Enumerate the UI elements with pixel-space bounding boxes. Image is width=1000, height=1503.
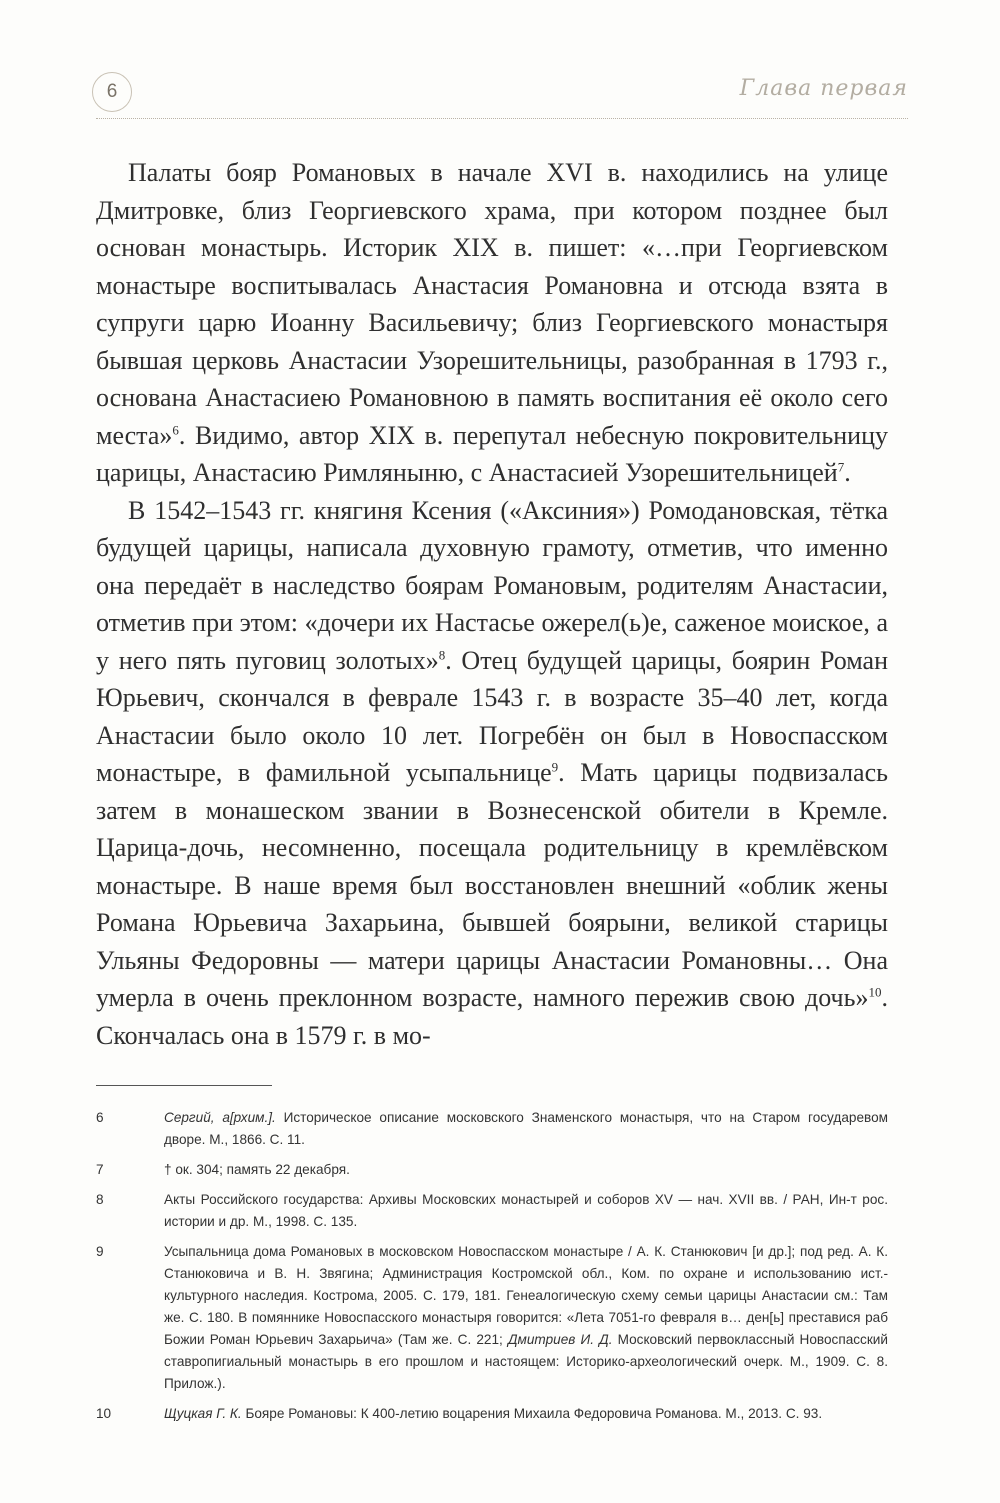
footnote-8 bbox=[96, 1189, 888, 1233]
footnote-ref-6[interactable]: 6 bbox=[172, 421, 179, 437]
footnote-text: Акты Российского государства: Архивы Московских монастырей и соборов XV — нач. XVII вв. / РАН, Ин-т рос. истории и др. М., 1998. С. 135. bbox=[164, 1192, 888, 1229]
header-divider bbox=[96, 118, 908, 119]
main-text bbox=[96, 154, 888, 1054]
footnote-number: 7 bbox=[96, 1162, 104, 1177]
footnote-6 bbox=[96, 1107, 888, 1151]
footnote-text: † ок. 304; память 22 декабря. bbox=[164, 1162, 350, 1177]
footnote-divider bbox=[96, 1085, 272, 1086]
footnote-number: 10 bbox=[96, 1406, 112, 1421]
footnotes bbox=[96, 1107, 888, 1433]
paragraph-2: В 1542–1543 гг. княгиня Ксения («Аксиния») Ромодановская, тётка будущей царицы, написала духовную грамоту, отметив, что именно она передаёт в наследство боярам Романовым, родителям Анастасии, отметив при этом: «дочери их Настасье ожерел(ь)е, саженое моиское, а у него пять пуговиц золотых»$^8$. Отец будущей царицы, боярин Роман Юрьевич, скончался в феврале 1543 г. в возрасте 35–40 лет, когда Анастасии было около 10 лет. Погребён он был в Новоспасском монастыре, в фамильной усыпальнице$^9$. Мать царицы подвизалась затем в монашеском звании в Вознесенской обители в Кремле. Царица-дочь, несомненно, посещала родительницу в кремлёвском монастыре. В наше время был восстановлен внешний «облик жены Романа Юрьевича Захарьина, бывшей боярыни, великой старицы Ульяны Федоровны — матери царицы Анастасии Романовны… Она умерла в очень преклонном возрасте, намного пережив свою дочь»$^{10}$. Скончалась она в 1579 г. в мо- bbox=[96, 495, 888, 1050]
paragraph-1: Палаты бояр Романовых в начале XVI в. находились на улице Дмитровке, близ Георгиевского храма, при котором позднее был основан монастырь. Историк XIX в. пишет: «…при Георгиевском монастыре воспитывалась Анастасия Романовна и отсюда взята в супруги царю Иоанну Васильевичу; близ Георгиевского монастыря бывшая церковь Анастасии Узорешительницы, разобранная в 1793 г., основана Анастасиею Романовною в память воспитания её около сего места»$^6$. Видимо, автор XIX в. перепутал небесную покровительницу царицы, Анастасию Римляныню, с Анастасией Узорешительницей$^7$. bbox=[96, 158, 888, 487]
footnote-number: 8 bbox=[96, 1192, 104, 1207]
footnote-10 bbox=[96, 1403, 888, 1425]
footnote-number: 9 bbox=[96, 1244, 104, 1259]
footnote-number: 6 bbox=[96, 1110, 104, 1125]
footnote-7 bbox=[96, 1159, 888, 1181]
footnote-9 bbox=[96, 1241, 888, 1395]
footnote-ref-7[interactable]: 7 bbox=[837, 459, 845, 475]
footnote-text: Сергий, а[рхим.]. Историческое описание московского Знаменского монастыря, что на Старом государевом дворе. М., 1866. С. 11. bbox=[164, 1110, 888, 1147]
footnote-ref-9[interactable]: 9 bbox=[551, 759, 559, 775]
footnote-text: Усыпальница дома Романовых в московском Новоспасском монастыре / А. К. Станюкович [и др.]; под ред. А. К. Станюковича и В. Н. Звягина; Администрация Костромской обл., Ком. по охране и использованию ист.-культурного наследия. Кострома, 2005. С. 179, 181. Генеалогическую схему семьи царицы Анастасии см.: Там же. С. 180. В помяннике Новоспасского монастыря говорится: «Лета 7051-го февраля в… ден[ь] преставися раб Божии Роман Юрьевич Захарьича» (Там же. С. 221; Дмитриев И. Д. Московский первоклассный Новоспасский ставропигиальный монастырь в его прошлом и настоящем: Историко-археологический очерк. М., 1909. С. 8. Прилож.). bbox=[164, 1244, 888, 1391]
chapter-title: Глава первая bbox=[739, 76, 908, 101]
footnote-ref-8[interactable]: 8 bbox=[438, 646, 446, 662]
page-number: 6 bbox=[92, 72, 132, 112]
footnote-text: Щуцкая Г. К. Бояре Романовы: К 400-летию воцарения Михаила Федоровича Романова. М., 2013. С. 93. bbox=[164, 1406, 823, 1421]
footnote-ref-10[interactable]: 10 bbox=[868, 984, 882, 1000]
